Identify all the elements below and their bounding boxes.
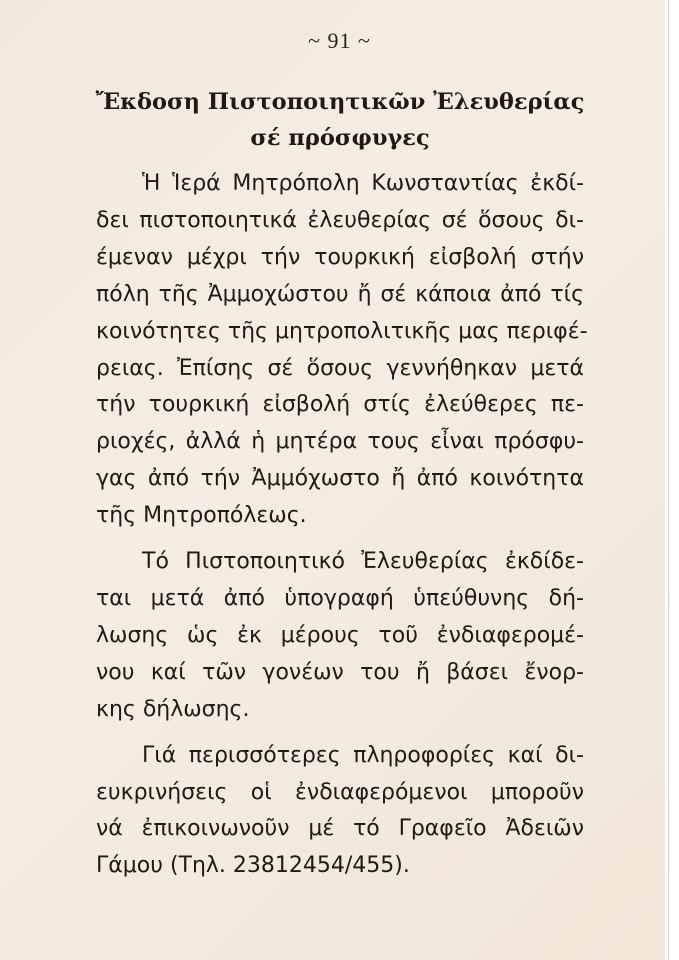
- text-line: πόλη τῆς Ἀμμοχώστου ἤ σέ κάποια ἀπό τίς: [96, 281, 584, 307]
- text-line: ται μετά ἀπό ὑπογραφή ὑπεύθυνης δή-: [96, 585, 584, 611]
- text-line: δει πιστοποιητικά ἐλευθερίας σέ ὅσους δι-: [96, 207, 584, 233]
- section-title: [80, 84, 600, 156]
- text-line: κοινότητες τῆς μητροπολιτικῆς μας περιφέ-: [96, 318, 588, 344]
- text-line: νά ἐπικοινωνοῦν μέ τό Γραφεῖο Ἀδειῶν: [96, 816, 584, 842]
- text-line: ρειας. Ἐπίσης σέ ὅσους γεννήθηκαν μετά: [96, 355, 584, 381]
- text-line: ριοχές, ἀλλά ἡ μητέρα τους εἶναι πρόσφυ-: [96, 429, 584, 455]
- page-edge-rule: [668, 0, 669, 960]
- body-text: [96, 166, 588, 894]
- text-line: έμεναν μέχρι τήν τουρκική εἰσβολή στήν: [96, 244, 584, 270]
- text-line: τήν τουρκική εἰσβολή στίς ἐλεύθερες πε-: [96, 392, 584, 418]
- section-title-line-2: σέ πρόσφυγες: [250, 125, 430, 151]
- text-line: Ἡ Ἱερά Μητρόπολη Κωνσταντίας ἐκδί-: [142, 171, 584, 196]
- text-line: Γάμου (Τηλ. 23812454/455).: [96, 853, 410, 879]
- text-line: γας ἀπό τήν Ἀμμόχωστο ἤ ἀπό κοινότητα: [96, 466, 584, 492]
- paragraph-2: [96, 544, 584, 729]
- paragraph-3: [96, 738, 584, 886]
- text-line: Γιά περισσότερες πληροφορίες καί δι-: [142, 742, 584, 768]
- section-title-line-1: Ἔκδοση Πιστοποιητικῶν Ἐλευθερίας: [95, 89, 585, 115]
- text-line: κης δήλωσης.: [96, 696, 250, 722]
- page-number: ~ 91 ~: [308, 28, 371, 53]
- text-line: τῆς Μητροπόλεως.: [96, 503, 307, 529]
- text-line: ευκρινήσεις οἱ ἐνδιαφερόμενοι μποροῦν: [96, 779, 584, 805]
- text-line: νου καί τῶν γονέων του ἤ βάσει ἔνορ-: [96, 659, 584, 685]
- paragraph-1: [96, 166, 588, 535]
- text-line: Τό Πιστοποιητικό Ἐλευθερίας ἐκδίδε-: [142, 549, 584, 575]
- text-line: λωσης ὡς ἐκ μέρους τοῦ ἐνδιαφερομέ-: [96, 622, 584, 648]
